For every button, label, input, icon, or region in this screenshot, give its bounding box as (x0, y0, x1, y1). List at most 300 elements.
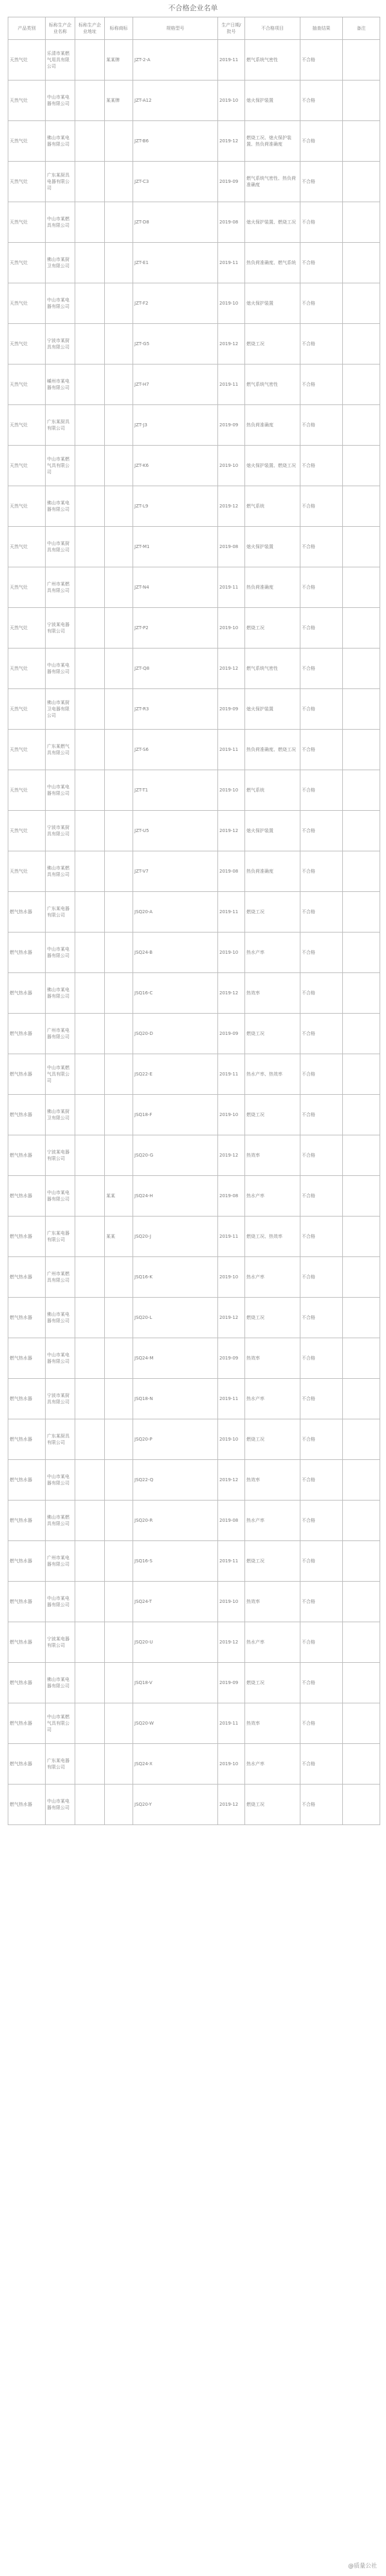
cell-result: 不合格 (300, 446, 343, 486)
cell-category: 燃气热水器 (8, 1419, 46, 1460)
cell-category: 燃气热水器 (8, 1176, 46, 1217)
cell-brand (105, 1744, 133, 1785)
cell-result: 不合格 (300, 689, 343, 730)
cell-address (75, 365, 105, 405)
cell-brand (105, 1135, 133, 1176)
page-title: 不合格企业名单 (168, 4, 218, 12)
cell-batch: 2019-09 (218, 405, 245, 446)
cell-model: JZT-A12 (133, 80, 218, 121)
cell-result: 不合格 (300, 40, 343, 80)
cell-result: 不合格 (300, 1054, 343, 1095)
cell-failed-items: 燃气系统气密性、热负荷准确度 (245, 162, 300, 202)
cell-company: 佛山市某电器有限公司 (46, 1663, 75, 1703)
cell-batch: 2019-10 (218, 80, 245, 121)
table-row (8, 1785, 380, 1825)
cell-address (75, 283, 105, 324)
cell-address (75, 1014, 105, 1054)
cell-category: 燃气热水器 (8, 973, 46, 1014)
cell-company: 广东某厨具有限公司 (46, 1419, 75, 1460)
cell-address (75, 1582, 105, 1622)
cell-address (75, 730, 105, 770)
cell-category: 天然气灶 (8, 527, 46, 567)
cell-address (75, 689, 105, 730)
header-address: 标称生产企业地址 (75, 17, 105, 40)
cell-brand (105, 608, 133, 649)
cell-model: JZT-B6 (133, 121, 218, 162)
table-row (8, 567, 380, 608)
cell-address (75, 1785, 105, 1825)
cell-batch: 2019-11 (218, 243, 245, 283)
cell-batch: 2019-12 (218, 486, 245, 527)
cell-result: 不合格 (300, 1744, 343, 1785)
cell-batch: 2019-10 (218, 1744, 245, 1785)
header-note: 备注 (343, 17, 380, 40)
cell-company: 广东某燃气具有限公司 (46, 730, 75, 770)
header-batch: 生产日期/批号 (218, 17, 245, 40)
cell-company: 中山市某燃气具有限公司 (46, 1054, 75, 1095)
cell-company: 中山市某电器有限公司 (46, 1176, 75, 1217)
cell-address (75, 770, 105, 811)
cell-batch: 2019-11 (218, 40, 245, 80)
cell-note (343, 1501, 380, 1541)
table-row (8, 770, 380, 811)
cell-company: 宁波市某厨具有限公司 (46, 811, 75, 851)
cell-category: 天然气灶 (8, 770, 46, 811)
cell-model: JSQ20-W (133, 1703, 218, 1744)
cell-category: 燃气热水器 (8, 1379, 46, 1419)
cell-category: 天然气灶 (8, 202, 46, 243)
cell-batch: 2019-11 (218, 365, 245, 405)
cell-model: JSQ20-U (133, 1622, 218, 1663)
cell-model: JZT-N4 (133, 567, 218, 608)
cell-result: 不合格 (300, 324, 343, 365)
cell-model: JSQ18-F (133, 1095, 218, 1135)
cell-failed-items: 燃烧工况 (245, 1095, 300, 1135)
cell-company: 佛山市某燃具有限公司 (46, 851, 75, 892)
cell-address (75, 121, 105, 162)
table-row (8, 40, 380, 80)
cell-batch: 2019-11 (218, 1541, 245, 1582)
cell-result: 不合格 (300, 1176, 343, 1217)
cell-category: 天然气灶 (8, 486, 46, 527)
cell-model: JSQ20-A (133, 892, 218, 933)
cell-brand (105, 324, 133, 365)
cell-note (343, 365, 380, 405)
cell-address (75, 811, 105, 851)
cell-category: 天然气灶 (8, 324, 46, 365)
cell-result: 不合格 (300, 851, 343, 892)
cell-company: 中山市某电器有限公司 (46, 1582, 75, 1622)
cell-brand (105, 1379, 133, 1419)
cell-category: 燃气热水器 (8, 1217, 46, 1257)
cell-model: JSQ18-N (133, 1379, 218, 1419)
cell-result: 不合格 (300, 1257, 343, 1298)
cell-failed-items: 热水产率 (245, 1744, 300, 1785)
cell-failed-items: 燃气系统 (245, 486, 300, 527)
cell-model: JZT-Q8 (133, 649, 218, 689)
cell-failed-items: 热水产率 (245, 1501, 300, 1541)
cell-category: 燃气热水器 (8, 1054, 46, 1095)
table-row (8, 446, 380, 486)
cell-brand (105, 933, 133, 973)
cell-batch: 2019-11 (218, 730, 245, 770)
cell-model: JSQ24-B (133, 933, 218, 973)
cell-model: JZT-M1 (133, 527, 218, 567)
cell-company: 佛山市某厨卫有限公司 (46, 1095, 75, 1135)
cell-category: 天然气灶 (8, 730, 46, 770)
cell-address (75, 608, 105, 649)
cell-result: 不合格 (300, 1460, 343, 1501)
cell-result: 不合格 (300, 770, 343, 811)
cell-model: JSQ18-V (133, 1663, 218, 1703)
cell-failed-items: 熄火保护装置 (245, 80, 300, 121)
cell-batch: 2019-10 (218, 283, 245, 324)
cell-result: 不合格 (300, 1095, 343, 1135)
cell-company: 乐清市某燃气用具有限公司 (46, 40, 75, 80)
table-row (8, 1298, 380, 1338)
cell-note (343, 689, 380, 730)
cell-brand: 某某 (105, 1217, 133, 1257)
cell-failed-items: 燃烧工况 (245, 608, 300, 649)
cell-model: JZT-D8 (133, 202, 218, 243)
cell-failed-items: 燃烧工况 (245, 1663, 300, 1703)
cell-result: 不合格 (300, 1379, 343, 1419)
cell-batch: 2019-12 (218, 1785, 245, 1825)
cell-result: 不合格 (300, 486, 343, 527)
cell-result: 不合格 (300, 283, 343, 324)
cell-category: 燃气热水器 (8, 933, 46, 973)
table-row (8, 730, 380, 770)
table-row (8, 689, 380, 730)
cell-company: 佛山市某电器有限公司 (46, 973, 75, 1014)
cell-note (343, 730, 380, 770)
cell-failed-items: 热负荷准确度 (245, 567, 300, 608)
cell-model: JSQ20-D (133, 1014, 218, 1054)
cell-address (75, 446, 105, 486)
cell-brand (105, 121, 133, 162)
table-row (8, 283, 380, 324)
cell-model: JSQ20-G (133, 1135, 218, 1176)
cell-model: JZT-C3 (133, 162, 218, 202)
cell-category: 燃气热水器 (8, 1744, 46, 1785)
cell-failed-items: 熄火保护装置、燃烧工况 (245, 202, 300, 243)
cell-company: 佛山市某电器有限公司 (46, 1298, 75, 1338)
cell-batch: 2019-12 (218, 649, 245, 689)
cell-batch: 2019-11 (218, 1703, 245, 1744)
cell-model: JZT-E1 (133, 243, 218, 283)
cell-brand (105, 892, 133, 933)
cell-brand (105, 202, 133, 243)
table-row (8, 1014, 380, 1054)
cell-note (343, 1460, 380, 1501)
cell-failed-items: 燃烧工况、熄火保护装置、热负荷准确度 (245, 121, 300, 162)
table-row (8, 1541, 380, 1582)
cell-address (75, 567, 105, 608)
cell-result: 不合格 (300, 202, 343, 243)
cell-batch: 2019-12 (218, 1135, 245, 1176)
cell-note (343, 80, 380, 121)
cell-address (75, 1663, 105, 1703)
cell-category: 燃气热水器 (8, 1257, 46, 1298)
cell-category: 燃气热水器 (8, 1703, 46, 1744)
table-row (8, 365, 380, 405)
table-row (8, 1744, 380, 1785)
cell-batch: 2019-10 (218, 608, 245, 649)
cell-model: JSQ22-Q (133, 1460, 218, 1501)
cell-brand (105, 527, 133, 567)
cell-address (75, 486, 105, 527)
cell-company: 中山市某电器有限公司 (46, 1785, 75, 1825)
cell-model: JSQ24-T (133, 1582, 218, 1622)
cell-note (343, 243, 380, 283)
table-row (8, 1379, 380, 1419)
cell-failed-items: 热效率 (245, 973, 300, 1014)
cell-company: 佛山市某燃具有限公司 (46, 1501, 75, 1541)
cell-failed-items: 燃烧工况 (245, 1785, 300, 1825)
cell-batch: 2019-11 (218, 892, 245, 933)
cell-category: 天然气灶 (8, 649, 46, 689)
cell-category: 燃气热水器 (8, 1663, 46, 1703)
cell-address (75, 973, 105, 1014)
cell-failed-items: 热负荷准确度 (245, 405, 300, 446)
cell-batch: 2019-08 (218, 527, 245, 567)
cell-note (343, 527, 380, 567)
cell-company: 中山市某电器有限公司 (46, 1338, 75, 1379)
cell-result: 不合格 (300, 1703, 343, 1744)
cell-model: JZT-S6 (133, 730, 218, 770)
cell-result: 不合格 (300, 933, 343, 973)
table-row (8, 324, 380, 365)
cell-note (343, 973, 380, 1014)
cell-category: 天然气灶 (8, 405, 46, 446)
cell-brand (105, 1501, 133, 1541)
cell-batch: 2019-08 (218, 1501, 245, 1541)
cell-result: 不合格 (300, 1298, 343, 1338)
cell-company: 宁波市某厨具有限公司 (46, 1379, 75, 1419)
cell-note (343, 162, 380, 202)
cell-batch: 2019-12 (218, 1622, 245, 1663)
cell-brand (105, 162, 133, 202)
cell-company: 宁波某电器有限公司 (46, 1135, 75, 1176)
cell-address (75, 1135, 105, 1176)
cell-brand (105, 243, 133, 283)
cell-failed-items: 燃烧工况 (245, 892, 300, 933)
cell-address (75, 1501, 105, 1541)
cell-address (75, 80, 105, 121)
cell-brand (105, 1257, 133, 1298)
cell-failed-items: 热水产率 (245, 1257, 300, 1298)
cell-category: 燃气热水器 (8, 892, 46, 933)
cell-category: 燃气热水器 (8, 1460, 46, 1501)
table-row (8, 1095, 380, 1135)
cell-company: 中山市某电器有限公司 (46, 283, 75, 324)
cell-note (343, 1663, 380, 1703)
cell-brand (105, 1663, 133, 1703)
table-row (8, 1582, 380, 1622)
cell-address (75, 162, 105, 202)
cell-address (75, 892, 105, 933)
cell-address (75, 1460, 105, 1501)
cell-batch: 2019-10 (218, 1095, 245, 1135)
cell-note (343, 405, 380, 446)
cell-brand: 某某牌 (105, 80, 133, 121)
cell-address (75, 851, 105, 892)
cell-company: 中山市某电器有限公司 (46, 933, 75, 973)
cell-brand (105, 1014, 133, 1054)
table-row (8, 1135, 380, 1176)
cell-batch: 2019-10 (218, 1257, 245, 1298)
cell-failed-items: 燃气系统 (245, 770, 300, 811)
results-table (8, 17, 380, 1825)
table-row (8, 1176, 380, 1217)
cell-model: JZT-G5 (133, 324, 218, 365)
cell-failed-items: 燃气系统气密性 (245, 649, 300, 689)
cell-note (343, 608, 380, 649)
cell-note (343, 1541, 380, 1582)
cell-model: JZT-P2 (133, 608, 218, 649)
cell-failed-items: 热效率 (245, 1582, 300, 1622)
cell-result: 不合格 (300, 1582, 343, 1622)
table-row (8, 811, 380, 851)
cell-address (75, 1419, 105, 1460)
cell-note (343, 649, 380, 689)
table-row (8, 1622, 380, 1663)
cell-company: 中山市某电器有限公司 (46, 649, 75, 689)
cell-batch: 2019-11 (218, 1379, 245, 1419)
cell-model: JSQ16-C (133, 973, 218, 1014)
table-row (8, 1419, 380, 1460)
table-row (8, 973, 380, 1014)
cell-brand (105, 1541, 133, 1582)
cell-address (75, 1176, 105, 1217)
table-row (8, 202, 380, 243)
cell-company: 佛山市某电器有限公司 (46, 486, 75, 527)
cell-model: JZT-U5 (133, 811, 218, 851)
cell-brand (105, 811, 133, 851)
cell-batch: 2019-10 (218, 446, 245, 486)
table-row (8, 1460, 380, 1501)
cell-note (343, 1298, 380, 1338)
table-row (8, 486, 380, 527)
header-company: 标称生产企业名称 (46, 17, 75, 40)
cell-failed-items: 熄火保护装置 (245, 527, 300, 567)
cell-failed-items: 热效率 (245, 1338, 300, 1379)
table-row (8, 1501, 380, 1541)
cell-failed-items: 热水产率 (245, 1176, 300, 1217)
cell-failed-items: 热负荷准确度、燃烧工况 (245, 730, 300, 770)
cell-brand (105, 365, 133, 405)
cell-category: 燃气热水器 (8, 1338, 46, 1379)
table-row (8, 933, 380, 973)
cell-result: 不合格 (300, 80, 343, 121)
cell-brand (105, 1419, 133, 1460)
cell-result: 不合格 (300, 1338, 343, 1379)
cell-result: 不合格 (300, 405, 343, 446)
cell-batch: 2019-11 (218, 1217, 245, 1257)
cell-brand (105, 1298, 133, 1338)
cell-brand (105, 1582, 133, 1622)
cell-result: 不合格 (300, 567, 343, 608)
cell-address (75, 1054, 105, 1095)
cell-category: 天然气灶 (8, 567, 46, 608)
cell-batch: 2019-12 (218, 811, 245, 851)
cell-company: 宁波某电器有限公司 (46, 608, 75, 649)
table-row (8, 1257, 380, 1298)
cell-result: 不合格 (300, 1541, 343, 1582)
cell-category: 燃气热水器 (8, 1785, 46, 1825)
cell-category: 天然气灶 (8, 365, 46, 405)
watermark: @质量公社 (347, 2563, 377, 2570)
cell-company: 中山市某电器有限公司 (46, 1460, 75, 1501)
cell-note (343, 1744, 380, 1785)
cell-note (343, 770, 380, 811)
cell-failed-items: 燃烧工况 (245, 1419, 300, 1460)
cell-address (75, 40, 105, 80)
cell-address (75, 405, 105, 446)
cell-failed-items: 热水产率 (245, 1379, 300, 1419)
cell-batch: 2019-08 (218, 1176, 245, 1217)
cell-note (343, 1054, 380, 1095)
cell-result: 不合格 (300, 892, 343, 933)
cell-model: JSQ20-Y (133, 1785, 218, 1825)
header-failed-items: 不合格项目 (245, 17, 300, 40)
cell-model: JZT-K6 (133, 446, 218, 486)
cell-address (75, 649, 105, 689)
cell-brand (105, 730, 133, 770)
cell-model: JSQ24-X (133, 1744, 218, 1785)
cell-note (343, 1338, 380, 1379)
cell-company: 佛山市某电器有限公司 (46, 121, 75, 162)
cell-company: 广东某厨具有限公司 (46, 405, 75, 446)
header-brand: 标称商标 (105, 17, 133, 40)
cell-company: 中山市某电器有限公司 (46, 770, 75, 811)
table-row (8, 527, 380, 567)
cell-failed-items: 热水产率、热效率 (245, 1054, 300, 1095)
cell-note (343, 1176, 380, 1217)
cell-batch: 2019-12 (218, 121, 245, 162)
cell-note (343, 202, 380, 243)
cell-category: 天然气灶 (8, 243, 46, 283)
cell-result: 不合格 (300, 162, 343, 202)
cell-result: 不合格 (300, 811, 343, 851)
cell-result: 不合格 (300, 973, 343, 1014)
cell-batch: 2019-11 (218, 1054, 245, 1095)
cell-failed-items: 燃气系统气密性 (245, 40, 300, 80)
cell-batch: 2019-12 (218, 1460, 245, 1501)
cell-company: 广东某厨具电器有限公司 (46, 162, 75, 202)
cell-batch: 2019-12 (218, 324, 245, 365)
cell-note (343, 283, 380, 324)
cell-address (75, 243, 105, 283)
cell-company: 广东某电器有限公司 (46, 1217, 75, 1257)
cell-company: 嵊州市某电器有限公司 (46, 365, 75, 405)
cell-address (75, 1622, 105, 1663)
cell-batch: 2019-09 (218, 1338, 245, 1379)
cell-category: 天然气灶 (8, 811, 46, 851)
cell-batch: 2019-08 (218, 202, 245, 243)
table-row (8, 1703, 380, 1744)
cell-failed-items: 燃烧工况 (245, 324, 300, 365)
cell-company: 广州市某电器有限公司 (46, 1541, 75, 1582)
table-row (8, 1338, 380, 1379)
cell-batch: 2019-10 (218, 933, 245, 973)
header-model: 规格型号 (133, 17, 218, 40)
cell-address (75, 527, 105, 567)
table-row (8, 1054, 380, 1095)
cell-note (343, 892, 380, 933)
cell-batch: 2019-11 (218, 567, 245, 608)
cell-address (75, 1257, 105, 1298)
